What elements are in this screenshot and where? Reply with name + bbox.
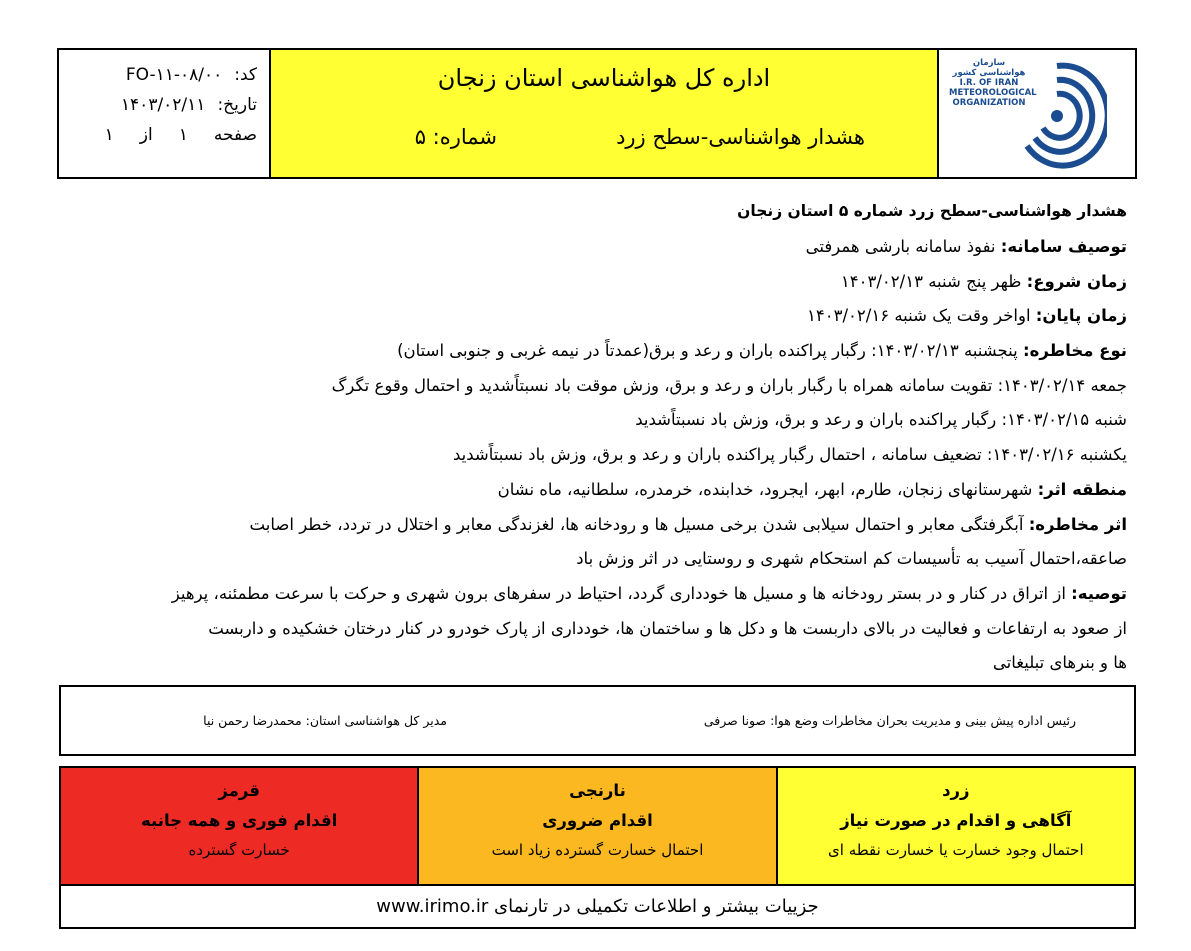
area-text: شهرستانهای زنجان، طارم، ابهر، ایجرود، خدابنده، خرمدره، سلطانیه، ماه نشان (497, 479, 1038, 499)
meteorological-spiral-icon (1007, 56, 1107, 171)
level-description: احتمال خسارت گسترده زیاد است (491, 841, 704, 859)
logo (939, 50, 1135, 177)
level-red (61, 768, 417, 884)
advice-label: توصیه: (1071, 583, 1127, 603)
director-signature: مدیر کل هواشناسی استان: محمدرضا رحمن نیا (203, 713, 447, 728)
level-action: اقدام فوری و همه جانبه (141, 811, 338, 830)
hazard-label: نوع مخاطره: (1022, 341, 1127, 361)
end-label: زمان پایان: (1035, 306, 1127, 326)
page-of: از (139, 125, 153, 145)
hazard-line-3: شنبه ۱۴۰۳/۰۲/۱۵: رگبار پراکنده باران و رعد و برق، وزش باد نسبتاًشدید (635, 410, 1127, 430)
effect-text-1: آبگرفتگی معابر و احتمال سیلابی شدن برخی مسیل ها و رودخانه ها، لغزندگی معابر و اختلال در تردد، خطر اصابت (249, 514, 1029, 534)
hazard-line-1 (47, 334, 1127, 369)
date-value: ۱۴۰۳/۰۲/۱۱ (120, 95, 206, 115)
area-label: منطقه اثر: (1037, 479, 1127, 499)
forecast-head-signature: رئیس اداره پیش بینی و مدیریت بحران مخاطرات وضع هوا: صونا صرفی (703, 713, 1076, 728)
system-line (47, 230, 1127, 265)
logo-text-en-2: METEOROLOGICAL (949, 88, 1037, 98)
system-label: توصیف سامانه: (1000, 237, 1127, 256)
level-yellow (776, 768, 1134, 884)
level-name: نارنجی (569, 781, 626, 800)
level-action: اقدام ضروری (542, 811, 653, 830)
effect-label: اثر مخاطره: (1028, 514, 1127, 534)
advice-line-3: ها و بنرهای تبلیغاتی (992, 653, 1127, 673)
code-label: کد: (234, 65, 257, 85)
warning-levels-table (59, 766, 1136, 929)
warning-number: شماره: ۵ (414, 125, 497, 149)
header-title-cell (271, 50, 939, 177)
area-line (47, 473, 1127, 508)
page-total: ۱ (104, 125, 114, 145)
page-row (79, 120, 257, 150)
page-label: صفحه (213, 125, 257, 145)
advice-line-1 (47, 577, 1127, 612)
start-label: زمان شروع: (1026, 271, 1127, 291)
logo-text-fa: سازمان هواشناسی کشور (952, 58, 1026, 78)
end-line (47, 299, 1127, 334)
code-value: FO-۱۱-۰۸/۰۰ (125, 65, 223, 85)
start-text: ظهر پنج شنبه ۱۴۰۳/۰۲/۱۳ (840, 271, 1027, 291)
level-orange (417, 768, 775, 884)
code-row (79, 60, 257, 90)
advice-line-2: از صعود به ارتفاعات و فعالیت در بالای داربست ها و دکل ها و ساختمان ها، خودداری از پارک خودرو در کنار درختان خشکیده و داربست (208, 618, 1127, 638)
level-description: احتمال وجود خسارت یا خسارت نقطه ای (828, 841, 1084, 859)
level-name: زرد (942, 781, 970, 800)
date-row (79, 90, 257, 120)
warning-heading: هشدار هواشناسی-سطح زرد شماره ۵ استان زنجان (737, 202, 1127, 220)
effect-line-1 (47, 508, 1127, 543)
level-description: خسارت گسترده (188, 841, 290, 859)
organization-title: اداره کل هواشناسی استان زنجان (437, 64, 771, 92)
levels-row (61, 768, 1134, 886)
logo-text-en-1: I.R. OF IRAN (959, 78, 1019, 88)
page-number: ۱ (178, 125, 188, 145)
advice-text-1: از اتراق در کنار و در بستر رودخانه ها و مسیل ها خودداری گردد، احتیاط در سفرهای برون شهری و حرکت با سرعت مطمئنه، پرهیز (171, 583, 1072, 603)
end-text: اواخر وقت یک شنبه ۱۴۰۳/۰۲/۱۶ (807, 306, 1036, 326)
hazard-line-2: جمعه ۱۴۰۳/۰۲/۱۴: تقویت سامانه همراه با رگبار باران و رعد و برق، وزش موقت باد نسبتاًشدید و احتمال وقوع تگرگ (331, 375, 1127, 395)
website-footer: جزییات بیشتر و اطلاعات تکمیلی در تارنمای www.irimo.ir (376, 896, 819, 917)
warning-body (47, 192, 1127, 681)
header-table (57, 48, 1137, 179)
start-line (47, 265, 1127, 300)
hazard-text-1: پنجشنبه ۱۴۰۳/۰۲/۱۳: رگبار پراکنده باران و رعد و برق(عمدتاً در نیمه غربی و جنوبی استان) (397, 341, 1023, 361)
effect-line-2: صاعقه،احتمال آسیب به تأسیسات کم استحکام شهری و روستایی در اثر وزش باد (576, 549, 1127, 569)
level-name: قرمز (218, 781, 260, 800)
document-meta (59, 50, 271, 177)
level-action: آگاهی و اقدام در صورت نیاز (840, 811, 1072, 830)
signature-box (59, 685, 1136, 756)
warning-title: هشدار هواشناسی-سطح زرد (616, 125, 865, 149)
system-text: نفوذ سامانه بارشی همرفتی (805, 237, 1001, 256)
hazard-line-4: یکشنبه ۱۴۰۳/۰۲/۱۶: تضعیف سامانه ، احتمال رگبار پراکنده باران و رعد و برق، وزش باد نسبتاًشدید (452, 445, 1127, 465)
logo-text-en-3: ORGANIZATION (952, 98, 1026, 108)
date-label: تاریخ: (217, 95, 257, 115)
